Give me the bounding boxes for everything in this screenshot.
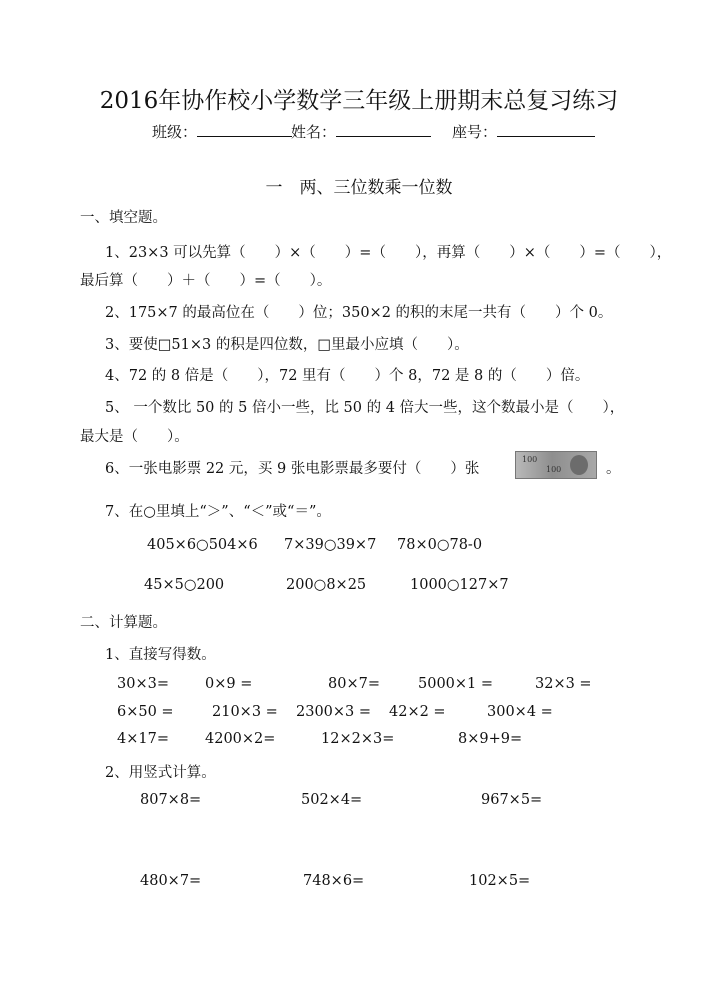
vertical-item: 748×6= xyxy=(303,873,365,889)
compare-item: 78×0○78-0 xyxy=(397,537,483,553)
question-5-line-1: 5、 一个数比 50 的 5 倍小一些，比 50 的 4 倍大一些，这个数最小是（ ）， xyxy=(105,400,625,416)
question-7: 7、在○里填上“＞”、“＜”或“＝”。 xyxy=(105,504,331,520)
name-label: 姓名： xyxy=(291,123,337,141)
seat-field xyxy=(452,121,595,142)
vertical-item: 807×8= xyxy=(140,792,202,808)
calc-item: 210×3 = xyxy=(212,704,278,720)
calc-item: 30×3= xyxy=(117,676,169,692)
banknote-icon: 100 100 xyxy=(515,451,597,479)
calc-item: 4×17= xyxy=(117,731,169,747)
calc-item: 32×3 = xyxy=(535,676,592,692)
question-4: 4、72 的 8 倍是（ ），72 里有（ ）个 8，72 是 8 的（ ）倍。 xyxy=(105,368,590,384)
name-blank[interactable] xyxy=(336,121,431,137)
calc-item: 12×2×3= xyxy=(321,731,395,747)
calc-item: 0×9 = xyxy=(205,676,253,692)
section-title: 一 两、三位数乘一位数 xyxy=(265,178,453,198)
calc-item: 2300×3 = xyxy=(296,704,372,720)
vertical-item: 967×5= xyxy=(481,792,543,808)
calc-item: 42×2 = xyxy=(389,704,446,720)
calc-item: 5000×1 = xyxy=(418,676,494,692)
question-5-line-2: 最大是（ ）。 xyxy=(80,429,189,445)
vertical-item: 102×5= xyxy=(469,873,531,889)
seat-blank[interactable] xyxy=(497,121,595,137)
question-3: 3、要使□51×3 的积是四位数，□里最小应填（ ）。 xyxy=(105,337,469,353)
compare-item: 405×6○504×6 xyxy=(147,537,258,553)
part1-heading: 一、填空题。 xyxy=(80,210,167,226)
vertical-item: 480×7= xyxy=(140,873,202,889)
calc-item: 300×4 = xyxy=(487,704,553,720)
calc-item: 6×50 = xyxy=(117,704,174,720)
class-field xyxy=(152,121,292,142)
seat-label: 座号： xyxy=(452,123,498,141)
class-label: 班级： xyxy=(152,123,198,141)
class-blank[interactable] xyxy=(197,121,292,137)
question-6-end: 。 xyxy=(606,461,621,477)
compare-item: 7×39○39×7 xyxy=(284,537,377,553)
compare-item: 45×5○200 xyxy=(144,577,225,593)
calc-item: 80×7= xyxy=(328,676,380,692)
name-field xyxy=(291,121,431,142)
vertical-item: 502×4= xyxy=(301,792,363,808)
calc-item: 8×9+9= xyxy=(458,731,523,747)
compare-item: 200○8×25 xyxy=(286,577,367,593)
page-title: 2016年协作校小学数学三年级上册期末总复习练习 xyxy=(99,88,619,114)
calc-heading: 1、直接写得数。 xyxy=(105,647,216,663)
calc-item: 4200×2= xyxy=(205,731,276,747)
question-1-line-2: 最后算（ ）＋（ ）=（ ）。 xyxy=(80,273,332,289)
part2-heading: 二、计算题。 xyxy=(80,615,167,631)
question-6: 6、一张电影票 22 元，买 9 张电影票最多要付（ ）张 xyxy=(105,461,480,477)
question-2: 2、175×7 的最高位在（ ）位；350×2 的积的末尾一共有（ ）个 0。 xyxy=(105,305,613,321)
compare-item: 1000○127×7 xyxy=(410,577,509,593)
question-1-line-1: 1、23×3 可以先算（ ）×（ ）=（ ），再算（ ）×（ ）=（ ）， xyxy=(105,245,672,261)
vertical-heading: 2、用竖式计算。 xyxy=(105,765,216,781)
